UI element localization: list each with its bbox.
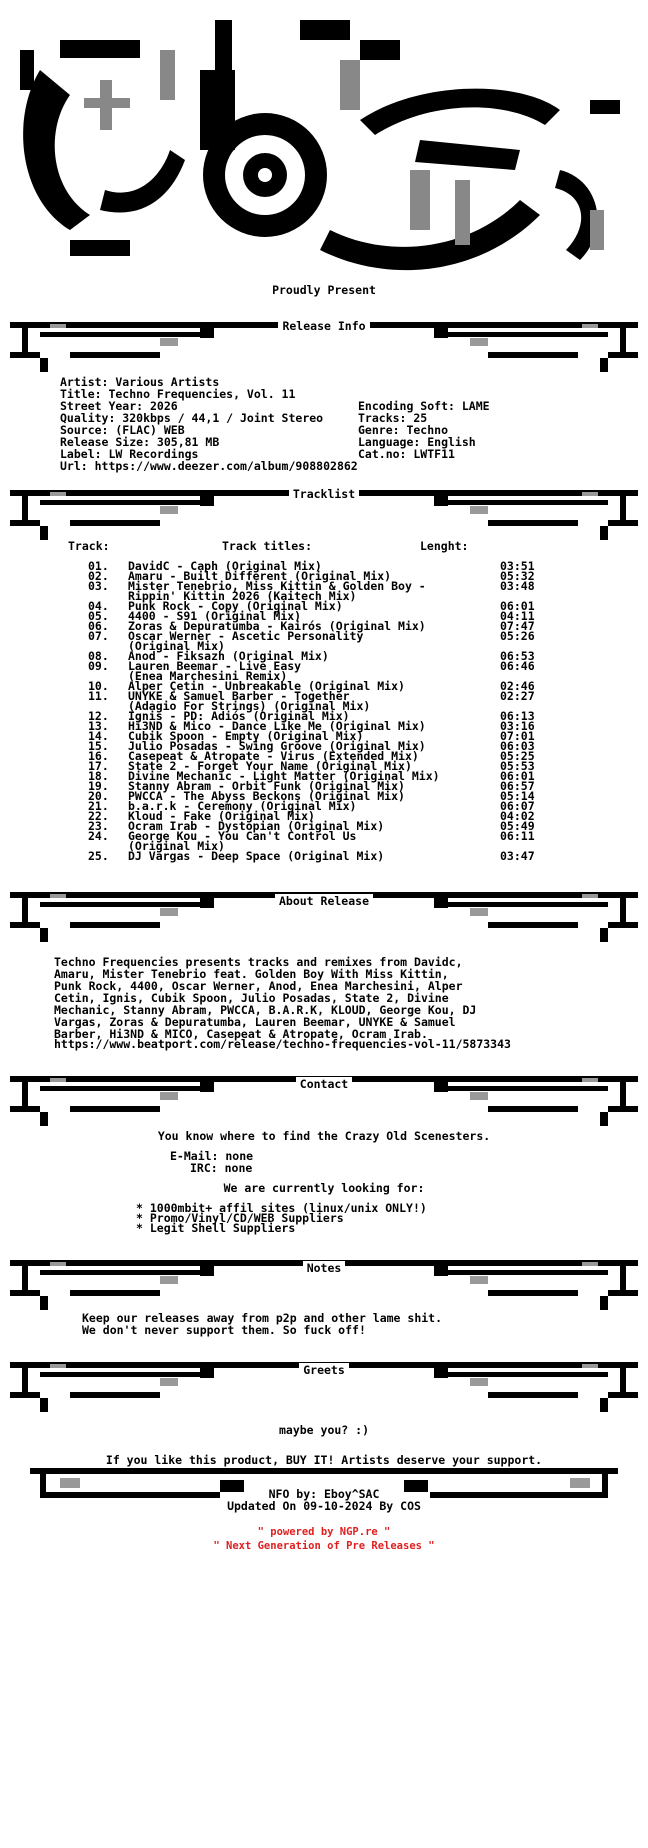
about-border: [10, 882, 638, 952]
info-encoder: Encoding Soft: LAME: [358, 399, 490, 413]
notes-text: Keep our releases away from p2p and other lame shit. We don't never support them. So fuck off!: [82, 1311, 443, 1337]
track-length: 06:01: [500, 769, 535, 783]
track-length: 05:25: [500, 749, 535, 763]
track-title: Hi3ND & Mico - Dance Like Me (Original Mix): [128, 719, 426, 733]
track-length: 04:02: [500, 809, 535, 823]
track-number: 09.: [88, 659, 109, 673]
track-title: PWCCA - The Abyss Beckons (Original Mix): [128, 789, 405, 803]
track-title: Ocram Irab - Dystopian (Original Mix): [128, 819, 385, 833]
looking-item: * 1000mbit+ affil sites (linux/unix ONLY!): [136, 1201, 427, 1215]
greets-maybe: maybe you? :): [278, 1423, 369, 1437]
track-length: 06:46: [500, 659, 535, 673]
track-title: Alper Çetin - Unbreakable (Original Mix): [128, 679, 405, 693]
about-url[interactable]: https://www.beatport.com/release/techno-frequencies-vol-11/5873343: [54, 1037, 511, 1051]
about-heading: About Release: [275, 894, 373, 908]
track-title: Oscar Werner - Ascetic Personality: [128, 629, 364, 643]
track-length: 06:07: [500, 799, 535, 813]
col-track-header: Track:: [68, 539, 110, 553]
info-language: Language: English: [358, 435, 476, 449]
about-text: Techno Frequencies presents tracks and remixes from Davidc, Amaru, Mister Tenebrio feat. Golden Boy With Miss Kittin, Punk Rock, 4400, Oscar Werner, Anod, Enea Marchesini, Alper Cetin, Ignis, Cubik Spoon, Julio Posadas, State 2, Divine Mechanic, Stanny Abram, PWCCA, B.A.R.K, KLOUD, George Kou, DJ Vargas, Zoras & Depuratumba, Lauren Beemar, UNYKE & Samuel Barber, Hi3ND & MICO, Casepeat & Atropate, Ocram Irab.: [54, 955, 477, 1041]
track-title: 4400 - S91 (Original Mix): [128, 609, 302, 623]
track-length: 03:47: [500, 849, 535, 863]
track-title: Zoras & Depuratumba - Kairós (Original Mix): [128, 619, 426, 633]
greets-frame: [0, 1352, 648, 1432]
info-label: Label: LW Recordings: [60, 447, 199, 461]
greets-buy: If you like this product, BUY IT! Artists deserve your support.: [105, 1453, 543, 1467]
track-row: [0, 850, 648, 862]
info-artist: Artist: Various Artists: [60, 375, 220, 389]
track-title: UNYKE & Samuel Barber - Together: [128, 689, 350, 703]
track-length: 06:13: [500, 709, 535, 723]
track-number: 05.: [88, 609, 109, 623]
track-number: 01.: [88, 559, 109, 573]
track-number: 24.: [88, 829, 109, 843]
info-catno: Cat.no: LWTF11: [358, 447, 455, 461]
track-number: 14.: [88, 729, 109, 743]
info-quality: Quality: 320kbps / 44,1 / Joint Stereo: [60, 411, 324, 425]
info-url: Url: https://www.deezer.com/album/908802862: [60, 459, 358, 473]
track-number: 16.: [88, 749, 109, 763]
info-genre: Genre: Techno: [358, 423, 449, 437]
track-number: 18.: [88, 769, 109, 783]
track-length: 03:51: [500, 559, 535, 573]
track-title: Julio Posadas - Swing Groove (Original Mix): [128, 739, 426, 753]
track-number: 22.: [88, 809, 109, 823]
track-title: Mister Tenebrio, Miss Kittin & Golden Boy -: [128, 579, 426, 593]
track-title: DavidC - Caph (Original Mix): [128, 559, 322, 573]
track-title: Kloud - Fake (Original Mix): [128, 809, 315, 823]
updated-on: Updated On 09-10-2024 By COS: [227, 1499, 421, 1513]
release-info-left: [60, 376, 358, 472]
track-number: 13.: [88, 719, 109, 733]
track-number: 12.: [88, 709, 109, 723]
track-title: Cubik Spoon - Empty (Original Mix): [128, 729, 364, 743]
track-number: 02.: [88, 569, 109, 583]
track-title: George Kou - You Can't Control Us: [128, 829, 357, 843]
nfo-by: NFO by: Eboy^SAC: [268, 1487, 380, 1501]
track-length: 06:11: [500, 829, 535, 843]
track-number: 07.: [88, 629, 109, 643]
track-title: Ignis - PD: Adiós (Original Mix): [128, 709, 350, 723]
track-title: Punk Rock - Copy (Original Mix): [128, 599, 343, 613]
intro-text: Proudly Present: [272, 283, 376, 297]
track-title: (Original Mix): [128, 639, 225, 653]
track-number: 19.: [88, 779, 109, 793]
track-title: b.a.r.k - Ceremony (Original Mix): [128, 799, 357, 813]
info-source: Source: (FLAC) WEB: [60, 423, 185, 437]
track-length: 03:16: [500, 719, 535, 733]
footer-next-gen: " Next Generation of Pre Releases ": [213, 1540, 435, 1552]
looking-item: * Legit Shell Suppliers: [136, 1221, 296, 1235]
track-number: 04.: [88, 599, 109, 613]
track-title: Divine Mechanic - Light Matter (Original Mix): [128, 769, 440, 783]
track-title: Anod - Fiksazh (Original Mix): [128, 649, 329, 663]
track-number: 10.: [88, 679, 109, 693]
track-title: Rippin' Kittin 2026 (Kaitech Mix): [128, 589, 357, 603]
track-length: 06:01: [500, 599, 535, 613]
track-length: 05:32: [500, 569, 535, 583]
track-length: 05:14: [500, 789, 535, 803]
track-number: 17.: [88, 759, 109, 773]
track-title: Amaru - Built Different (Original Mix): [128, 569, 392, 583]
track-number: 11.: [88, 689, 109, 703]
contact-heading: Contact: [296, 1077, 352, 1091]
col-titles-header: Track titles:: [222, 539, 313, 553]
track-title: Lauren Beemar - Live Easy: [128, 659, 302, 673]
track-title: (Adagio For Strings) (Original Mix): [128, 699, 371, 713]
track-number: 15.: [88, 739, 109, 753]
release-info-heading: Release Info: [278, 319, 369, 333]
contact-line: You know where to find the Crazy Old Scenesters.: [157, 1129, 491, 1143]
track-length: 06:53: [500, 649, 535, 663]
greets-heading: Greets: [299, 1363, 349, 1377]
track-length: 02:46: [500, 679, 535, 693]
track-length: 05:49: [500, 819, 535, 833]
track-title: (Original Mix): [128, 839, 225, 853]
track-title: DJ Vargas - Deep Space (Original Mix): [128, 849, 385, 863]
release-info-right: [358, 400, 490, 460]
track-length: 03:48: [500, 579, 535, 593]
track-length: 06:57: [500, 779, 535, 793]
track-title: Casepeat & Atropate - Virus (Extended Mix): [128, 749, 419, 763]
track-number: 06.: [88, 619, 109, 633]
track-title: Stanny Abram - Orbit Funk (Original Mix): [128, 779, 405, 793]
track-number: 25.: [88, 849, 109, 863]
col-length-header: Lenght:: [420, 539, 469, 553]
looking-item: * Promo/Vinyl/CD/WEB Suppliers: [136, 1211, 344, 1225]
track-length: 02:27: [500, 689, 535, 703]
footer-powered[interactable]: " powered by NGP.re ": [257, 1526, 391, 1538]
track-number: 21.: [88, 799, 109, 813]
contact-email: E-Mail: none: [170, 1149, 254, 1163]
track-length: 07:47: [500, 619, 535, 633]
about-frame: [0, 882, 648, 962]
track-length: 07:01: [500, 729, 535, 743]
track-title: State 2 - Forget Your Name (Original Mix): [128, 759, 412, 773]
track-length: 05:26: [500, 629, 535, 643]
track-length: 05:53: [500, 759, 535, 773]
info-year: Street Year: 2026: [60, 399, 178, 413]
track-title: (Enea Marchesini Remix): [128, 669, 288, 683]
info-tracks: Tracks: 25: [358, 411, 428, 425]
track-number: 20.: [88, 789, 109, 803]
track-length: 06:03: [500, 739, 535, 753]
track-length: 04:11: [500, 609, 535, 623]
looking-for: We are currently looking for:: [223, 1181, 425, 1195]
track-number: 23.: [88, 819, 109, 833]
tracklist-heading: Tracklist: [289, 487, 359, 501]
info-title: Title: Techno Frequencies, Vol. 11: [60, 387, 296, 401]
track-number: 08.: [88, 649, 109, 663]
contact-irc: IRC: none: [190, 1161, 253, 1175]
info-size: Release Size: 305,81 MB: [60, 435, 220, 449]
cos-ascii-logo: [0, 0, 648, 330]
notes-heading: Notes: [303, 1261, 346, 1275]
track-number: 03.: [88, 579, 109, 593]
